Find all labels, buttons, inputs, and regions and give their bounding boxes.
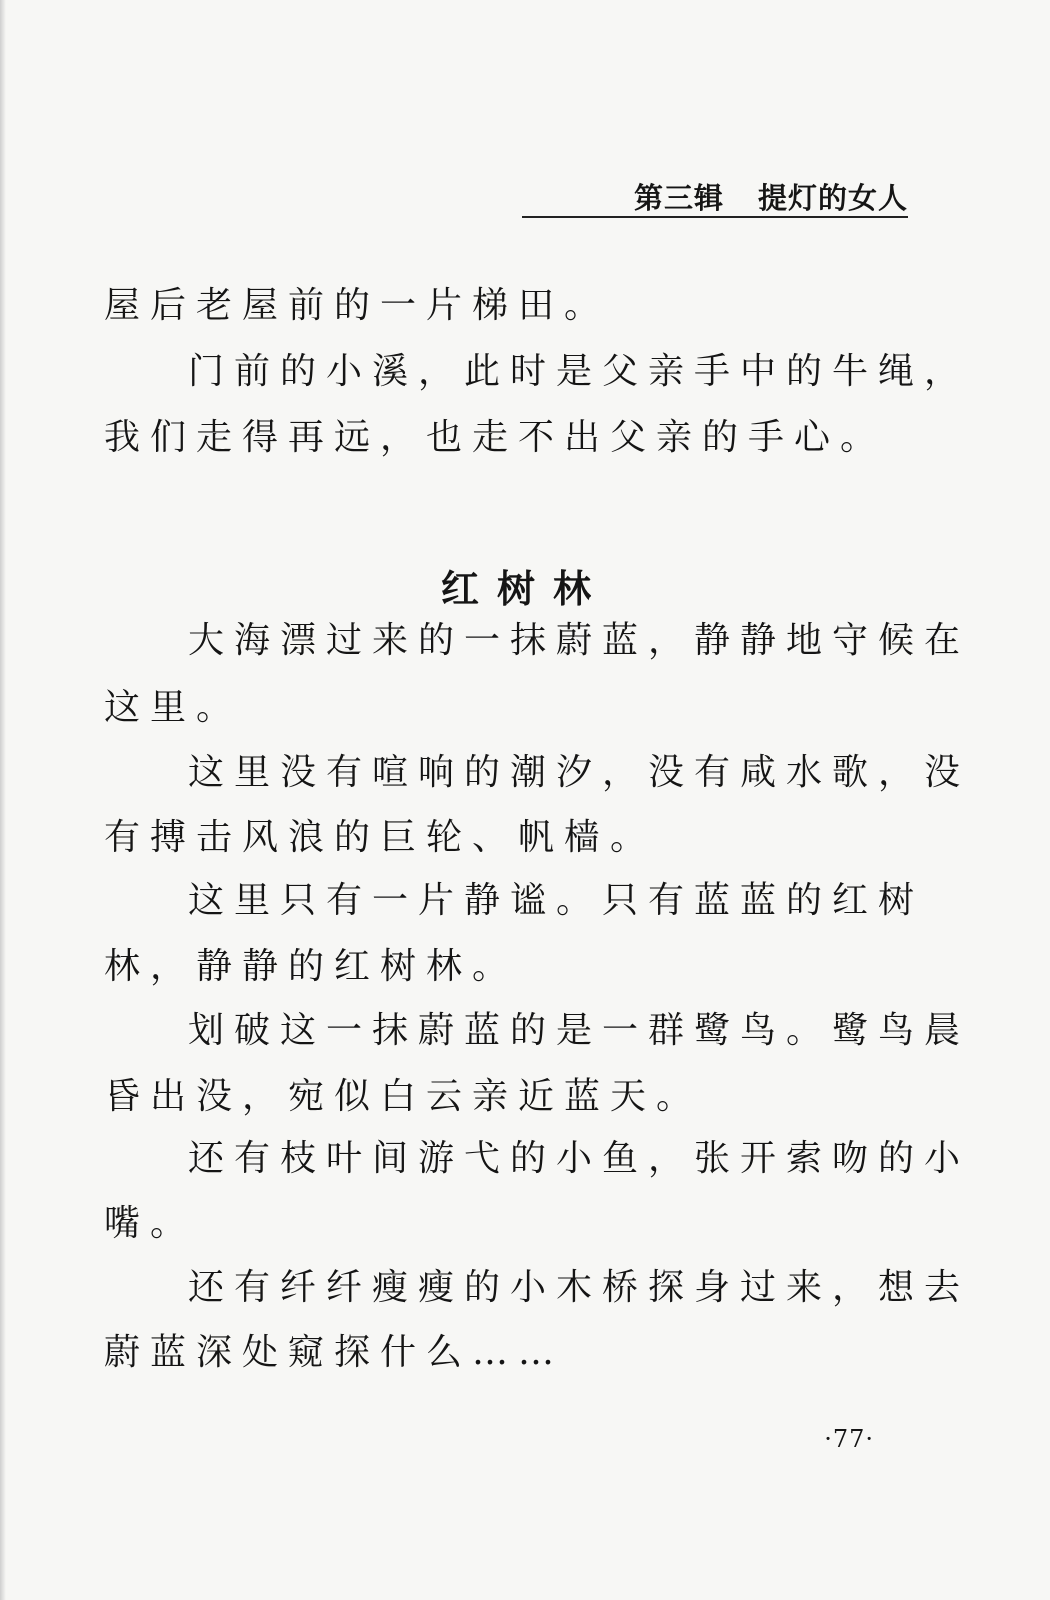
poem-line: 这里只有一片静谧。只有蓝蓝的红树 [188,880,925,921]
body-line: 我们走得再远，也走不出父亲的手心。 [104,417,887,458]
body-line: 屋后老屋前的一片梯田。 [104,285,611,326]
poem-line: 昏出没，宛似白云亲近蓝天。 [104,1076,703,1117]
poem-line: 蔚蓝深处窥探什么…… [104,1332,565,1373]
page-edge-shadow [0,0,6,1600]
poem-line: 划破这一抹蔚蓝的是一群鹭鸟。鹭鸟晨 [188,1010,971,1051]
poem-line: 嘴。 [104,1203,197,1244]
poem-line: 这里没有喧响的潮汐，没有咸水歌，没 [188,752,971,793]
poem-title: 红树林 [440,566,609,611]
body-line: 门前的小溪，此时是父亲手中的牛绳， [188,351,971,392]
running-header [634,176,908,217]
page-number: ·77· [824,1425,874,1453]
poem-line: 还有枝叶间游弋的小鱼，张开索吻的小 [188,1138,971,1179]
poem-line: 林，静静的红树林。 [104,946,519,987]
poem-line: 这里。 [104,687,243,728]
poem-line: 有搏击风浪的巨轮、帆樯。 [104,817,657,858]
poem-line: 大海漂过来的一抹蔚蓝，静静地守候在 [188,620,971,661]
header-collection-title: 提灯的女人 [757,181,908,215]
poem-line: 还有纤纤瘦瘦的小木桥探身过来，想去 [188,1267,971,1308]
header-rule [522,216,908,218]
header-section-label: 第三辑 [633,181,724,215]
